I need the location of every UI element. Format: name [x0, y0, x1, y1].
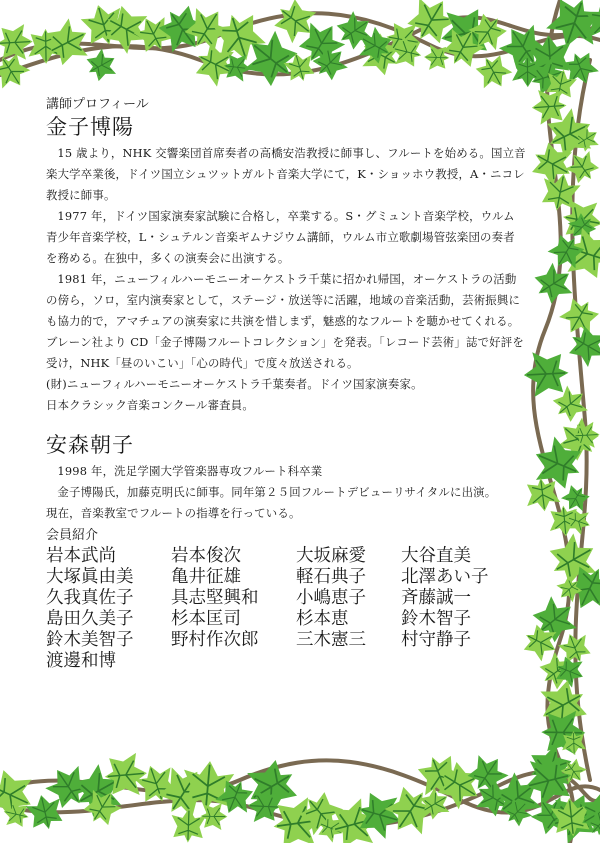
member-name: 久我真佐子: [46, 588, 134, 608]
instructor-bio-yasumori: [46, 461, 526, 524]
profile-heading: 講師プロフィール: [46, 97, 149, 112]
bio-paragraph: (財)ニューフィルハーモニーオーケストラ千葉奏者。ドイツ国家演奏家。: [46, 377, 423, 391]
member-name: 野村作次郎: [171, 630, 259, 650]
member-name: 小嶋恵子: [296, 588, 366, 608]
ivy-leaf-icon: [523, 350, 570, 397]
member-name: 三木憲三: [296, 630, 366, 650]
member-name: 鈴木美智子: [46, 630, 134, 650]
member-name: 北澤あい子: [401, 567, 489, 587]
instructor-name-yasumori: 安森朝子: [46, 433, 134, 457]
bio-paragraph: 現在，音楽教室でフルートの指導を行っている。: [46, 506, 301, 520]
bio-paragraph: 15 歳より，NHK 交響楽団首席奏者の高橋安浩教授に師事し、フルートを始める。国立音楽大学卒業後，ドイツ国立シュツットガルト音楽大学にて，K・ショッホウ教授，A・ニコレ教授に師事。: [46, 146, 526, 202]
member-name: 大谷直美: [401, 546, 471, 566]
member-name: 村守静子: [401, 630, 471, 650]
member-name: 斉藤誠一: [401, 588, 471, 608]
member-name: 岩本俊次: [171, 546, 241, 566]
member-name: 大塚眞由美: [46, 567, 134, 587]
bio-paragraph: 日本クラシック音楽コンクール審査員。: [46, 398, 254, 412]
bio-paragraph: 1998 年，洗足学園大学管楽器専攻フルート科卒業: [57, 464, 323, 478]
member-name: 杉本恵: [296, 609, 349, 629]
member-name: 大坂麻愛: [296, 546, 366, 566]
member-name: 杉本匡司: [171, 609, 241, 629]
instructor-bio-kaneko: [46, 143, 526, 416]
member-name: 島田久美子: [46, 609, 134, 629]
member-name: 亀井征雄: [171, 567, 241, 587]
ivy-leaf-icon: [171, 808, 207, 843]
instructor-name-kaneko: 金子博陽: [46, 115, 134, 139]
member-name: 渡邊和博: [46, 651, 116, 671]
bio-paragraph: 1981 年，ニューフィルハーモニーオーケストラ千葉に招かれ帰国，オーケストラの活動の傍ら，ソロ，室内演奏家として，ステージ・放送等に活躍，地域の音楽活動，芸術振興にも協力的で，アマチュアの演奏家に共演を惜しまず，魅惑的なフルートを聴かせてくれる。: [46, 272, 521, 328]
members-heading: 会員紹介: [46, 528, 99, 543]
member-name: 岩本武尚: [46, 546, 116, 566]
bio-paragraph: ブレーン社より CD「金子博陽フルートコレクション」を発表。「レコード芸術」誌で好評を受け，NHK「昼のいこい」「心の時代」で度々放送される。: [46, 335, 524, 370]
member-name: 軽石典子: [296, 567, 366, 587]
member-name: 鈴木智子: [401, 609, 471, 629]
bio-paragraph: 金子博陽氏，加藤克明氏に師事。同年第２５回フルートデビューリサイタルに出演。: [57, 485, 497, 499]
main-content: [46, 96, 526, 672]
member-list: [46, 546, 526, 672]
member-name: 具志堅興和: [171, 588, 259, 608]
bio-paragraph: 1977 年，ドイツ国家演奏家試験に合格し，卒業する。S・グミュント音楽学校，ウルム青少年音楽学校，L・シュテルン音楽ギムナジウム講師，ウルム市立歌劇場管弦楽団の奏者を務める。在独中，多くの演奏会に出演する。: [46, 209, 515, 265]
